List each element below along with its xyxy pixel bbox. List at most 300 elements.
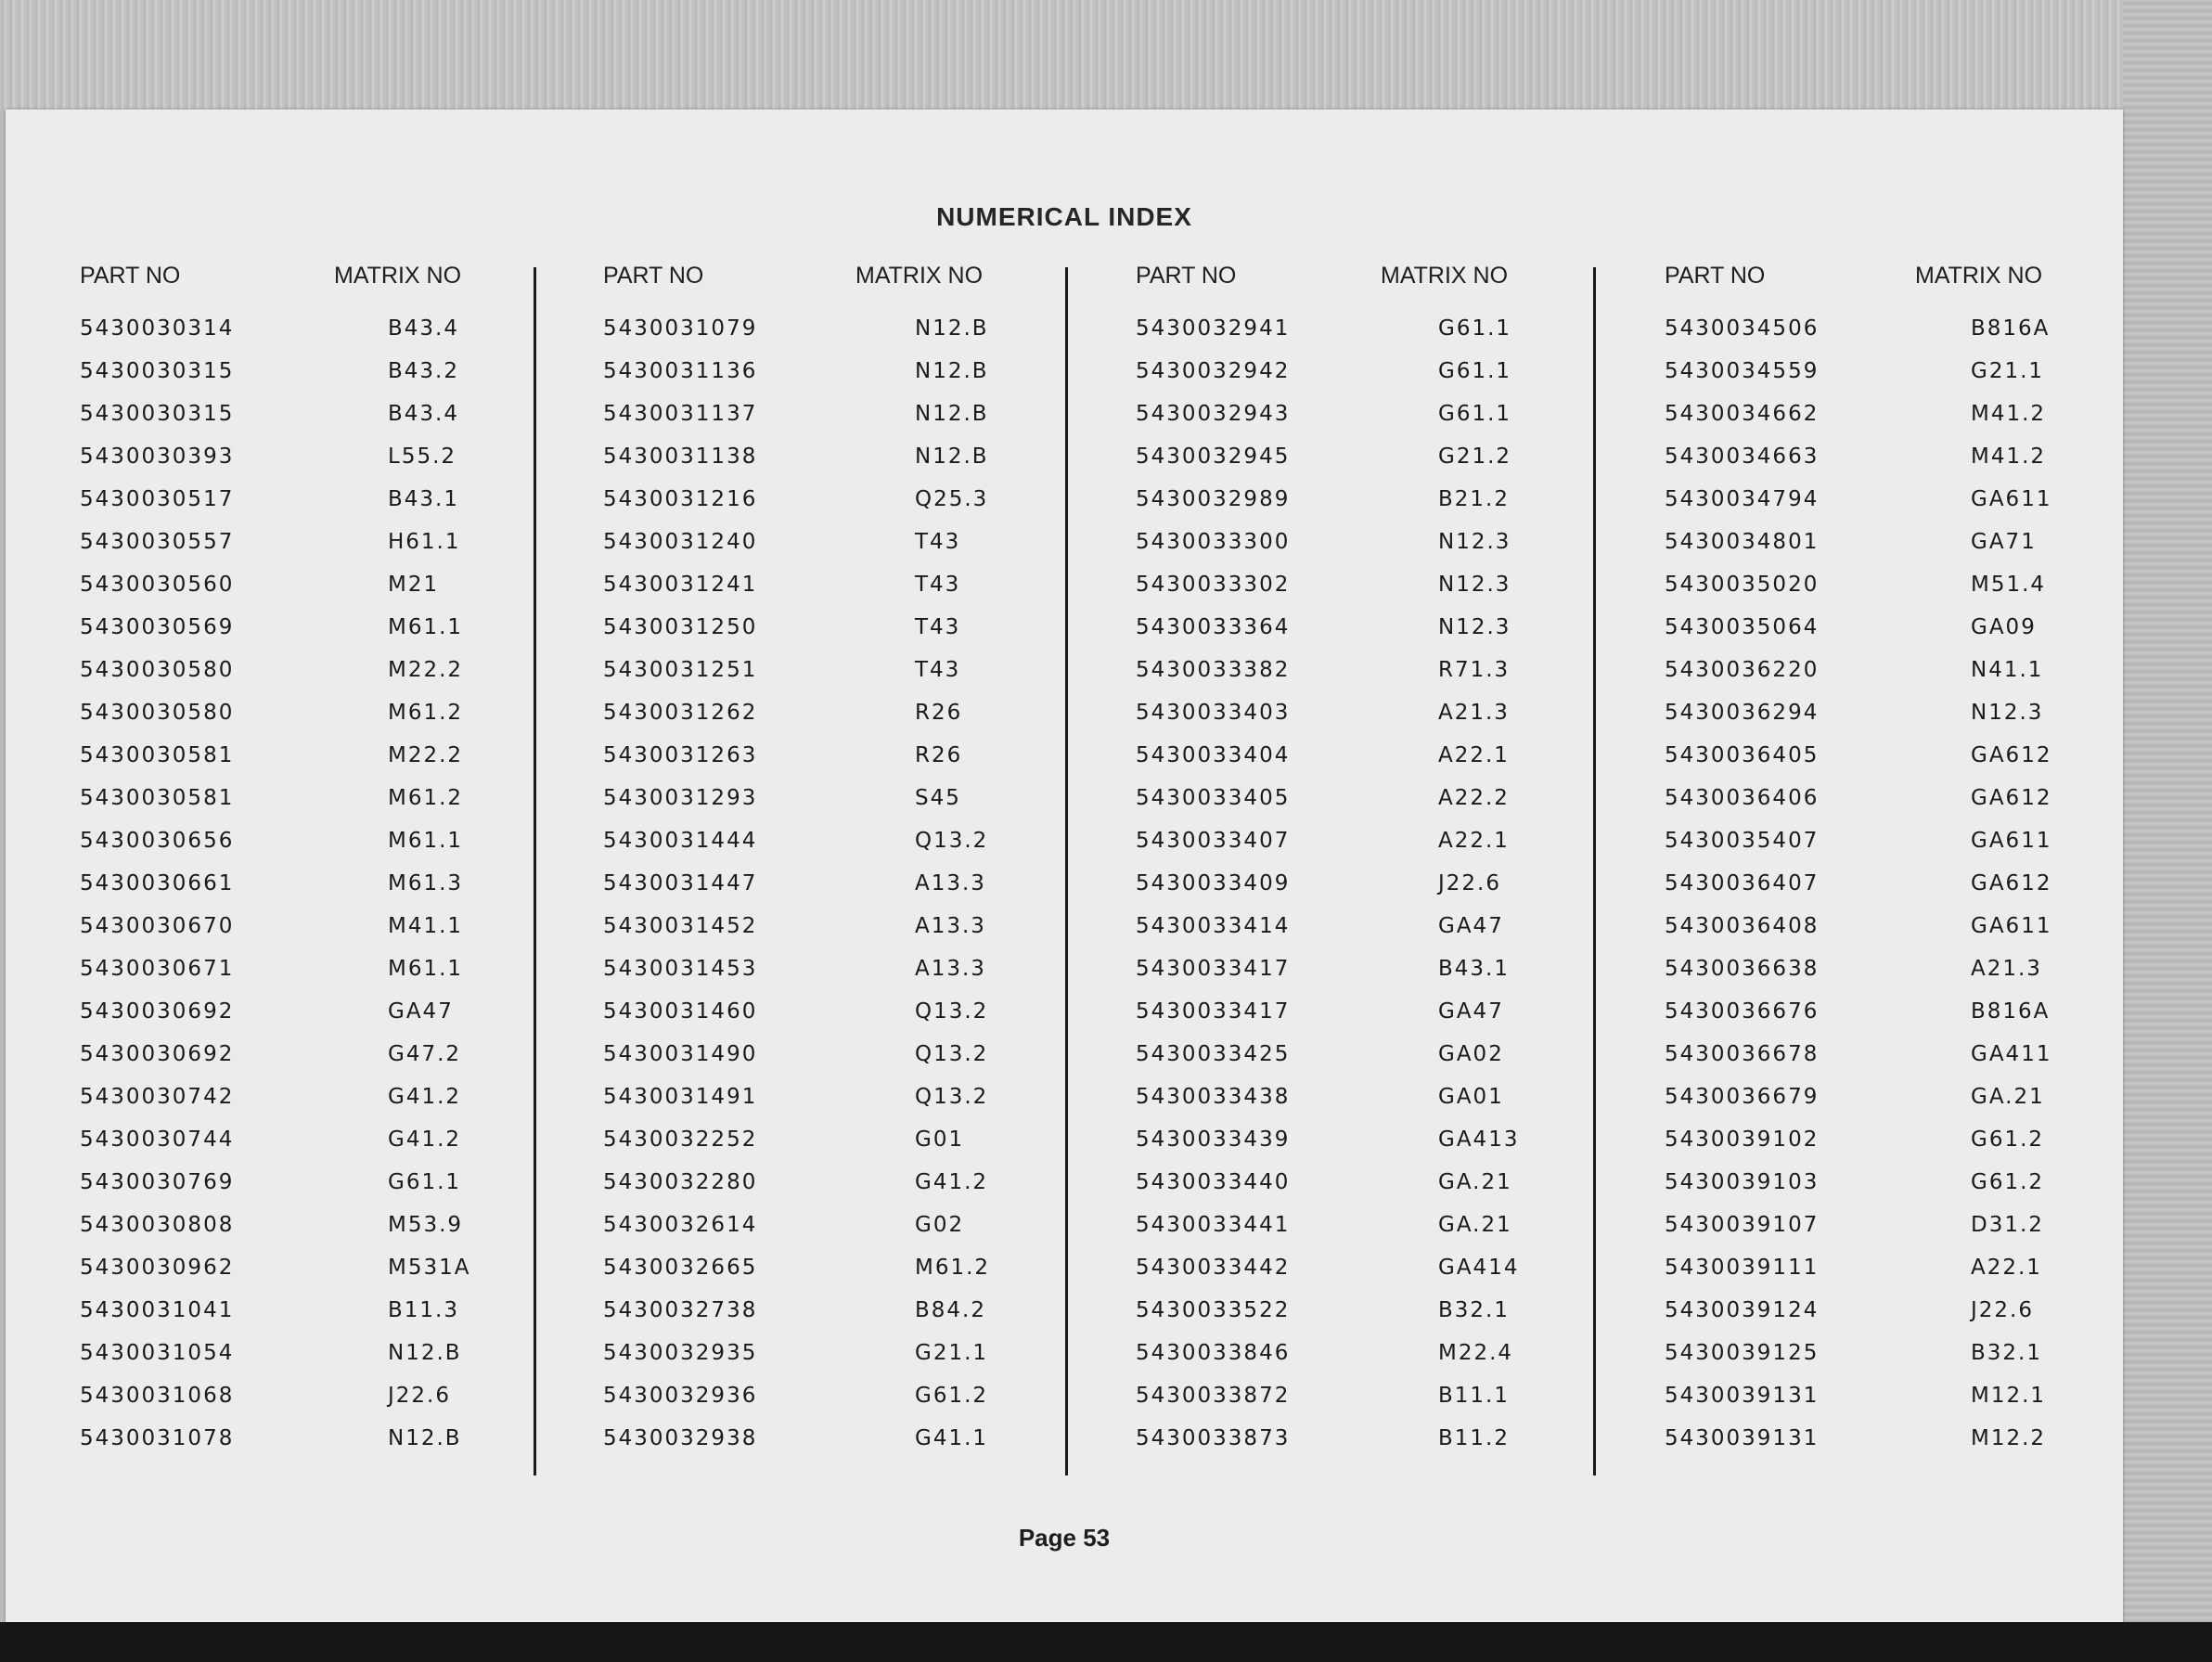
matrix-number: GA612 (1971, 786, 2052, 810)
index-row (80, 1042, 599, 1085)
matrix-number: G41.1 (915, 1426, 989, 1450)
part-number: 5430030769 (80, 1170, 235, 1194)
part-number: 5430032614 (603, 1213, 758, 1237)
column-divider (534, 267, 536, 1475)
matrix-number: B43.2 (388, 359, 459, 383)
part-number: 5430039102 (1665, 1127, 1820, 1152)
part-number: 5430032943 (1136, 402, 1291, 426)
index-row (1136, 1127, 1655, 1170)
index-row (1136, 1341, 1655, 1384)
index-row (1665, 1298, 2184, 1341)
part-number: 5430032989 (1136, 487, 1291, 511)
matrix-number: G41.2 (915, 1170, 989, 1194)
matrix-number: G41.2 (388, 1085, 462, 1109)
part-number: 5430033417 (1136, 957, 1291, 981)
part-number: 5430030315 (80, 359, 235, 383)
part-number: 5430030560 (80, 573, 235, 597)
column-divider (1593, 267, 1596, 1475)
index-row (1136, 402, 1655, 444)
matrix-number: H61.1 (388, 530, 461, 554)
part-number: 5430033405 (1136, 786, 1291, 810)
part-number: 5430039131 (1665, 1384, 1820, 1408)
index-row (80, 701, 599, 743)
matrix-number: B43.1 (1438, 957, 1510, 981)
matrix-number: B11.3 (388, 1298, 459, 1322)
index-row (1136, 999, 1655, 1042)
index-row (1665, 316, 2184, 359)
part-number: 5430033438 (1136, 1085, 1291, 1109)
matrix-number: N12.B (915, 359, 989, 383)
matrix-number: N12.B (388, 1426, 462, 1450)
part-number: 5430030517 (80, 487, 235, 511)
part-number: 5430030393 (80, 444, 235, 469)
part-number: 5430030581 (80, 786, 235, 810)
index-row (80, 1085, 599, 1127)
index-row (80, 786, 599, 829)
index-row (1665, 1085, 2184, 1127)
part-number: 5430036679 (1665, 1085, 1820, 1109)
index-row (80, 444, 599, 487)
part-number: 5430031293 (603, 786, 758, 810)
index-row (603, 316, 1123, 359)
index-row (603, 743, 1123, 786)
matrix-number: M22.2 (388, 743, 464, 767)
index-row (1136, 743, 1655, 786)
matrix-number: M61.2 (388, 701, 464, 725)
matrix-number: D31.2 (1971, 1213, 2044, 1237)
part-number: 5430035407 (1665, 829, 1820, 853)
index-row (603, 701, 1123, 743)
matrix-number: T43 (915, 658, 961, 682)
part-number: 5430032936 (603, 1384, 758, 1408)
matrix-number: GA612 (1971, 743, 2052, 767)
matrix-number: R26 (915, 701, 963, 725)
matrix-number: G61.2 (1971, 1127, 2045, 1152)
rows-section-3 (1136, 316, 1655, 1469)
matrix-number: N12.3 (1438, 530, 1511, 554)
matrix-number: B11.2 (1438, 1426, 1510, 1450)
matrix-number: GA.21 (1971, 1085, 2045, 1109)
part-number: 5430033522 (1136, 1298, 1291, 1322)
index-row (80, 402, 599, 444)
part-number: 5430032935 (603, 1341, 758, 1365)
matrix-number: G21.2 (1438, 444, 1512, 469)
part-number: 5430033873 (1136, 1426, 1291, 1450)
part-number: 5430031447 (603, 871, 758, 895)
part-number: 5430030692 (80, 1042, 235, 1066)
matrix-number: M61.1 (388, 615, 464, 639)
index-row (603, 1042, 1123, 1085)
matrix-number: G47.2 (388, 1042, 462, 1066)
matrix-number: B11.1 (1438, 1384, 1510, 1408)
matrix-number: G61.1 (1438, 402, 1512, 426)
index-row (80, 1384, 599, 1426)
part-number: 5430033414 (1136, 914, 1291, 938)
part-number: 5430036294 (1665, 701, 1820, 725)
index-row (1665, 914, 2184, 957)
matrix-number: M61.2 (915, 1256, 991, 1280)
index-row (80, 658, 599, 701)
matrix-number: G61.1 (1438, 316, 1512, 341)
part-number: 5430033407 (1136, 829, 1291, 853)
part-number: 5430030808 (80, 1213, 235, 1237)
matrix-number: B816A (1971, 316, 2051, 341)
header-matrix-no: MATRIX NO (1915, 263, 2043, 289)
index-row (1665, 999, 2184, 1042)
matrix-number: G01 (915, 1127, 965, 1152)
index-row (1136, 786, 1655, 829)
part-number: 5430031452 (603, 914, 758, 938)
part-number: 5430031240 (603, 530, 758, 554)
matrix-number: Q13.2 (915, 999, 989, 1024)
matrix-number: A22.1 (1438, 829, 1510, 853)
index-row (80, 359, 599, 402)
part-number: 5430031078 (80, 1426, 235, 1450)
part-number: 5430033364 (1136, 615, 1291, 639)
index-row (1136, 1426, 1655, 1469)
index-row (80, 1170, 599, 1213)
part-number: 5430033403 (1136, 701, 1291, 725)
index-row (1136, 573, 1655, 615)
part-number: 5430033382 (1136, 658, 1291, 682)
matrix-number: N12.B (915, 402, 989, 426)
index-row (603, 1426, 1123, 1469)
part-number: 5430030742 (80, 1085, 235, 1109)
matrix-number: T43 (915, 530, 961, 554)
page-number: Page 53 (1018, 1524, 1111, 1552)
index-row (1665, 615, 2184, 658)
part-number: 5430033442 (1136, 1256, 1291, 1280)
matrix-number: M21 (388, 573, 440, 597)
matrix-number: N41.1 (1971, 658, 2044, 682)
part-number: 5430030661 (80, 871, 235, 895)
part-number: 5430039124 (1665, 1298, 1820, 1322)
index-row (1665, 402, 2184, 444)
matrix-number: T43 (915, 573, 961, 597)
scan-background-top (0, 0, 2212, 111)
part-number: 5430031054 (80, 1341, 235, 1365)
index-row (1136, 1298, 1655, 1341)
part-number: 5430030580 (80, 658, 235, 682)
matrix-number: N12.3 (1438, 615, 1511, 639)
index-row (1665, 786, 2184, 829)
part-number: 5430031137 (603, 402, 758, 426)
index-row (603, 957, 1123, 999)
matrix-number: A13.3 (915, 914, 986, 938)
part-number: 5430031491 (603, 1085, 758, 1109)
matrix-number: R71.3 (1438, 658, 1511, 682)
part-number: 5430035064 (1665, 615, 1820, 639)
matrix-number: GA612 (1971, 871, 2052, 895)
part-number: 5430031444 (603, 829, 758, 853)
matrix-number: Q25.3 (915, 487, 989, 511)
matrix-number: GA.21 (1438, 1213, 1512, 1237)
matrix-number: B43.1 (388, 487, 459, 511)
matrix-number: G61.1 (388, 1170, 462, 1194)
part-number: 5430039103 (1665, 1170, 1820, 1194)
index-row (80, 999, 599, 1042)
index-row (603, 786, 1123, 829)
index-row (603, 1384, 1123, 1426)
part-number: 5430031138 (603, 444, 758, 469)
matrix-number: GA01 (1438, 1085, 1504, 1109)
index-row (1136, 1256, 1655, 1298)
matrix-number: GA611 (1971, 487, 2052, 511)
part-number: 5430034662 (1665, 402, 1820, 426)
document-page (6, 110, 2123, 1622)
rows-section-4 (1665, 316, 2184, 1469)
matrix-number: GA411 (1971, 1042, 2052, 1066)
index-row (603, 658, 1123, 701)
index-row (1665, 1384, 2184, 1426)
index-row (1665, 658, 2184, 701)
matrix-number: B32.1 (1438, 1298, 1510, 1322)
matrix-number: GA.21 (1438, 1170, 1512, 1194)
matrix-number: Q13.2 (915, 1085, 989, 1109)
index-row (1665, 487, 2184, 530)
index-row (603, 444, 1123, 487)
matrix-number: G61.1 (1438, 359, 1512, 383)
part-number: 5430031251 (603, 658, 758, 682)
matrix-number: GA611 (1971, 829, 2052, 853)
index-row (1665, 530, 2184, 573)
index-row (80, 1341, 599, 1384)
part-number: 5430031250 (603, 615, 758, 639)
part-number: 5430033439 (1136, 1127, 1291, 1152)
index-row (1665, 871, 2184, 914)
matrix-number: G21.1 (1971, 359, 2045, 383)
part-number: 5430030744 (80, 1127, 235, 1152)
index-row (603, 1341, 1123, 1384)
part-number: 5430033300 (1136, 530, 1291, 554)
index-row (1665, 1127, 2184, 1170)
matrix-number: B43.4 (388, 402, 459, 426)
index-row (603, 402, 1123, 444)
part-number: 5430030671 (80, 957, 235, 981)
matrix-number: M61.3 (388, 871, 464, 895)
part-number: 5430035020 (1665, 573, 1820, 597)
part-number: 5430030580 (80, 701, 235, 725)
part-number: 5430030315 (80, 402, 235, 426)
part-number: 5430033846 (1136, 1341, 1291, 1365)
index-row (1136, 615, 1655, 658)
rows-section-1 (80, 316, 599, 1469)
scan-background-bottom (0, 1622, 2212, 1662)
index-row (1665, 573, 2184, 615)
part-number: 5430031490 (603, 1042, 758, 1066)
matrix-number: A13.3 (915, 871, 986, 895)
matrix-number: J22.6 (388, 1384, 451, 1408)
matrix-number: B43.4 (388, 316, 459, 341)
part-number: 5430033417 (1136, 999, 1291, 1024)
matrix-number: G41.2 (388, 1127, 462, 1152)
part-number: 5430031263 (603, 743, 758, 767)
index-row (80, 743, 599, 786)
index-row (80, 1213, 599, 1256)
matrix-number: N12.B (915, 444, 989, 469)
part-number: 5430032665 (603, 1256, 758, 1280)
matrix-number: GA09 (1971, 615, 2037, 639)
index-row (1665, 1213, 2184, 1256)
index-row (1136, 701, 1655, 743)
index-row (80, 530, 599, 573)
part-number: 5430032252 (603, 1127, 758, 1152)
part-number: 5430031460 (603, 999, 758, 1024)
index-row (1136, 316, 1655, 359)
part-number: 5430032280 (603, 1170, 758, 1194)
matrix-number: M41.2 (1971, 444, 2047, 469)
part-number: 5430033302 (1136, 573, 1291, 597)
index-row (603, 1127, 1123, 1170)
index-row (1665, 829, 2184, 871)
index-row (603, 1256, 1123, 1298)
part-number: 5430039107 (1665, 1213, 1820, 1237)
index-row (1136, 487, 1655, 530)
matrix-number: B816A (1971, 999, 2051, 1024)
matrix-number: M531A (388, 1256, 471, 1280)
matrix-number: G61.2 (915, 1384, 989, 1408)
header-part-no: PART NO (80, 263, 181, 289)
index-row (603, 914, 1123, 957)
part-number: 5430036408 (1665, 914, 1820, 938)
index-row (80, 914, 599, 957)
part-number: 5430030569 (80, 615, 235, 639)
index-row (1136, 957, 1655, 999)
part-number: 5430032738 (603, 1298, 758, 1322)
part-number: 5430032942 (1136, 359, 1291, 383)
part-number: 5430031241 (603, 573, 758, 597)
matrix-number: M53.9 (388, 1213, 464, 1237)
index-row (603, 999, 1123, 1042)
part-number: 5430033440 (1136, 1170, 1291, 1194)
index-row (1136, 658, 1655, 701)
part-number: 5430031068 (80, 1384, 235, 1408)
matrix-number: M61.1 (388, 957, 464, 981)
index-row (603, 1170, 1123, 1213)
matrix-number: M51.4 (1971, 573, 2047, 597)
header-matrix-no: MATRIX NO (855, 263, 984, 289)
part-number: 5430031136 (603, 359, 758, 383)
part-number: 5430034506 (1665, 316, 1820, 341)
part-number: 5430036638 (1665, 957, 1820, 981)
matrix-number: M41.1 (388, 914, 464, 938)
part-number: 5430036678 (1665, 1042, 1820, 1066)
part-number: 5430032941 (1136, 316, 1291, 341)
matrix-number: T43 (915, 615, 961, 639)
index-row (603, 1085, 1123, 1127)
matrix-number: M61.1 (388, 829, 464, 853)
matrix-number: GA414 (1438, 1256, 1520, 1280)
header-matrix-no: MATRIX NO (334, 263, 462, 289)
matrix-number: Q13.2 (915, 829, 989, 853)
matrix-number: G61.2 (1971, 1170, 2045, 1194)
index-row (1136, 871, 1655, 914)
matrix-number: A21.3 (1438, 701, 1510, 725)
index-row (1136, 1042, 1655, 1085)
matrix-number: A22.1 (1438, 743, 1510, 767)
index-row (603, 359, 1123, 402)
index-row (603, 487, 1123, 530)
matrix-number: R26 (915, 743, 963, 767)
part-number: 5430039125 (1665, 1341, 1820, 1365)
column-divider (1065, 267, 1068, 1475)
index-row (80, 1127, 599, 1170)
part-number: 5430033441 (1136, 1213, 1291, 1237)
index-row (603, 530, 1123, 573)
index-row (80, 829, 599, 871)
index-row (603, 615, 1123, 658)
part-number: 5430031041 (80, 1298, 235, 1322)
part-number: 5430034663 (1665, 444, 1820, 469)
index-row (80, 1256, 599, 1298)
index-row (80, 1298, 599, 1341)
page-title: NUMERICAL INDEX (936, 202, 1192, 231)
index-row (1136, 530, 1655, 573)
matrix-number: A13.3 (915, 957, 986, 981)
index-row (1665, 701, 2184, 743)
index-row (1136, 1213, 1655, 1256)
matrix-number: N12.3 (1438, 573, 1511, 597)
part-number: 5430036220 (1665, 658, 1820, 682)
part-number: 5430039131 (1665, 1426, 1820, 1450)
part-number: 5430036676 (1665, 999, 1820, 1024)
index-row (1136, 359, 1655, 402)
matrix-number: N12.B (915, 316, 989, 341)
index-row (1136, 1384, 1655, 1426)
matrix-number: N12.B (388, 1341, 462, 1365)
matrix-number: GA02 (1438, 1042, 1504, 1066)
index-row (603, 871, 1123, 914)
index-row (80, 957, 599, 999)
part-number: 5430030962 (80, 1256, 235, 1280)
index-row (1665, 1042, 2184, 1085)
matrix-number: S45 (915, 786, 961, 810)
part-number: 5430030581 (80, 743, 235, 767)
part-number: 5430030670 (80, 914, 235, 938)
rows-section-2 (603, 316, 1123, 1469)
part-number: 5430030656 (80, 829, 235, 853)
part-number: 5430033425 (1136, 1042, 1291, 1066)
matrix-number: Q13.2 (915, 1042, 989, 1066)
index-row (1136, 1170, 1655, 1213)
index-row (80, 487, 599, 530)
matrix-number: GA71 (1971, 530, 2037, 554)
matrix-number: B84.2 (915, 1298, 986, 1322)
index-row (603, 829, 1123, 871)
part-number: 5430034559 (1665, 359, 1820, 383)
part-number: 5430031262 (603, 701, 758, 725)
index-row (80, 871, 599, 914)
part-number: 5430033872 (1136, 1384, 1291, 1408)
header-matrix-no: MATRIX NO (1381, 263, 1509, 289)
index-row (1136, 444, 1655, 487)
index-row (1665, 1426, 2184, 1469)
matrix-number: M22.4 (1438, 1341, 1514, 1365)
matrix-number: B32.1 (1971, 1341, 2042, 1365)
matrix-number: GA47 (1438, 914, 1504, 938)
matrix-number: M12.1 (1971, 1384, 2047, 1408)
index-row (1665, 1170, 2184, 1213)
matrix-number: M22.2 (388, 658, 464, 682)
matrix-number: A22.2 (1438, 786, 1510, 810)
part-number: 5430030557 (80, 530, 235, 554)
part-number: 5430031216 (603, 487, 758, 511)
index-row (603, 1213, 1123, 1256)
index-row (603, 573, 1123, 615)
index-row (1665, 444, 2184, 487)
part-number: 5430036405 (1665, 743, 1820, 767)
matrix-number: M61.2 (388, 786, 464, 810)
